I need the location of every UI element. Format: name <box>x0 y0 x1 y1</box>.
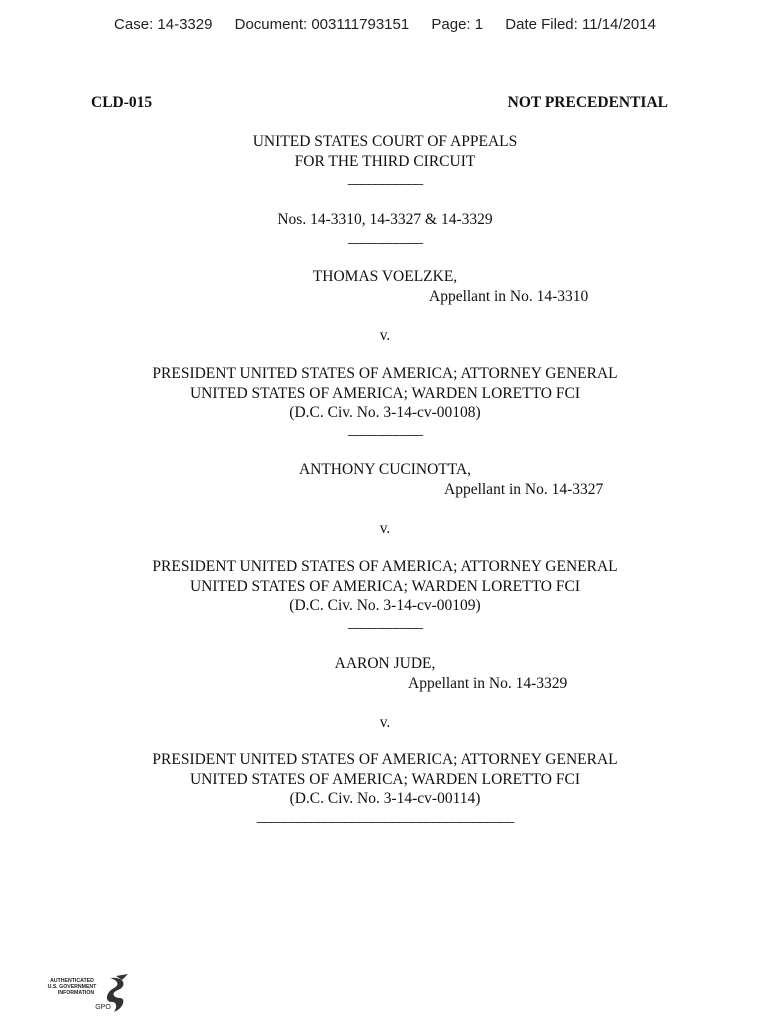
doc-code: CLD-015 <box>91 94 153 111</box>
appellant-name: ANTHONY CUCINOTTA, <box>298 461 472 478</box>
separator: ___________ <box>347 229 423 246</box>
civil-number: (D.C. Civ. No. 3-14-cv-00109) <box>289 597 481 614</box>
appellant-role: Appellant in No. 14-3329 <box>408 675 568 692</box>
appellees-line2: UNITED STATES OF AMERICA; WARDEN LORETTO FCI <box>189 385 580 402</box>
court-name-line2: FOR THE THIRD CIRCUIT <box>294 153 476 170</box>
logo-line4: GPO <box>95 1004 111 1011</box>
filing-header <box>0 16 770 33</box>
long-separator: ______________________________________ <box>256 808 514 825</box>
civil-number: (D.C. Civ. No. 3-14-cv-00114) <box>289 790 481 807</box>
logo-line2: U.S. GOVERNMENT <box>47 984 97 990</box>
appellees-line1: PRESIDENT UNITED STATES OF AMERICA; ATTORNEY GENERAL <box>152 365 618 382</box>
gpo-authenticated-seal-icon <box>44 974 134 1018</box>
date-filed: Date Filed: 11/14/2014 <box>505 16 656 33</box>
separator: ___________ <box>347 170 423 187</box>
versus: v. <box>379 714 391 731</box>
appellant-name: AARON JUDE, <box>334 655 436 672</box>
logo-line3: INFORMATION <box>57 990 95 996</box>
appellant-name: THOMAS VOELZKE, <box>312 268 458 285</box>
appellees-line1: PRESIDENT UNITED STATES OF AMERICA; ATTORNEY GENERAL <box>152 751 618 768</box>
appellant-role: Appellant in No. 14-3310 <box>429 288 589 305</box>
document-number: Document: 003111793151 <box>234 16 410 33</box>
logo-line1: AUTHENTICATED <box>50 978 94 984</box>
precedential-status: NOT PRECEDENTIAL <box>507 94 668 111</box>
court-name-line1: UNITED STATES COURT OF APPEALS <box>252 133 518 150</box>
appellees-line1: PRESIDENT UNITED STATES OF AMERICA; ATTORNEY GENERAL <box>152 558 618 575</box>
page-number: Page: 1 <box>431 16 484 33</box>
civil-number: (D.C. Civ. No. 3-14-cv-00108) <box>289 404 481 421</box>
appellees-line2: UNITED STATES OF AMERICA; WARDEN LORETTO FCI <box>189 771 580 788</box>
case-numbers: Nos. 14-3310, 14-3327 & 14-3329 <box>277 211 493 228</box>
separator: ___________ <box>347 614 423 631</box>
versus: v. <box>379 327 391 344</box>
case-number: Case: 14-3329 <box>114 16 213 33</box>
separator: ___________ <box>347 421 423 438</box>
appellant-role: Appellant in No. 14-3327 <box>444 481 604 498</box>
appellees-line2: UNITED STATES OF AMERICA; WARDEN LORETTO FCI <box>189 578 580 595</box>
versus: v. <box>379 520 391 537</box>
